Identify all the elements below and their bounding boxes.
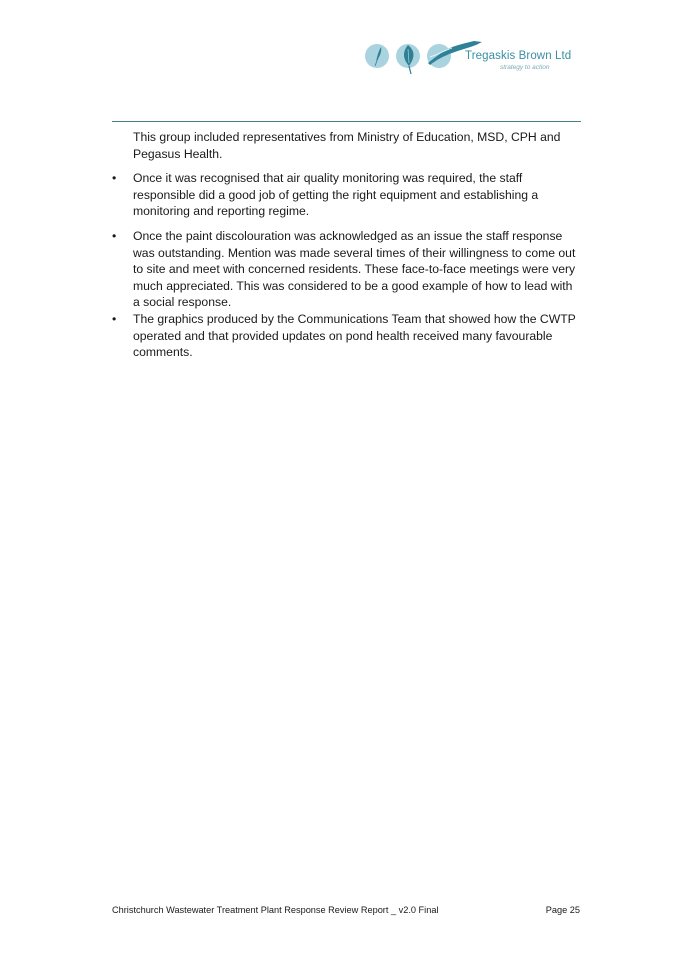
list-item [112, 228, 582, 311]
leaf-circle-icon [396, 44, 420, 74]
intro-paragraph: This group included representatives from Ministry of Education, MSD, CPH and Pegasus Health. [133, 130, 561, 161]
footer-page-number: Page 25 [545, 905, 580, 915]
bullet-list [112, 170, 582, 361]
list-item [112, 311, 582, 361]
footer-document-title: Christchurch Wastewater Treatment Plant Response Review Report _ v2.0 Final [112, 905, 439, 915]
header-divider [112, 121, 581, 122]
company-logo [362, 36, 572, 78]
feather-circle-icon [365, 44, 389, 68]
list-item [112, 170, 582, 220]
bullet-marker: • [112, 311, 117, 326]
logo-company-name: Tregaskis Brown Ltd [465, 50, 572, 62]
bullet-marker: • [112, 171, 117, 186]
page-content [112, 129, 582, 369]
list-item-text: The graphics produced by the Communications Team that showed how the CWTP operated and that provided updates on pond health received many favourable comments. [133, 311, 576, 360]
list-item-text: Once the paint discolouration was acknowledged as an issue the staff response was outstanding. Mention was made several times of their willingness to come out to site and meet with concerned residents. These face-to-face meetings were very much appreciated. This was considered to be a good example of how to lead with a social response. [133, 228, 576, 310]
logo-graphic [362, 36, 482, 78]
bullet-marker: • [112, 228, 117, 243]
logo-tagline: strategy to action [500, 64, 550, 71]
list-item-text: Once it was recognised that air quality monitoring was required, the staff responsible did a good job of getting the right equipment and establishing a monitoring and reporting regime. [133, 171, 539, 219]
